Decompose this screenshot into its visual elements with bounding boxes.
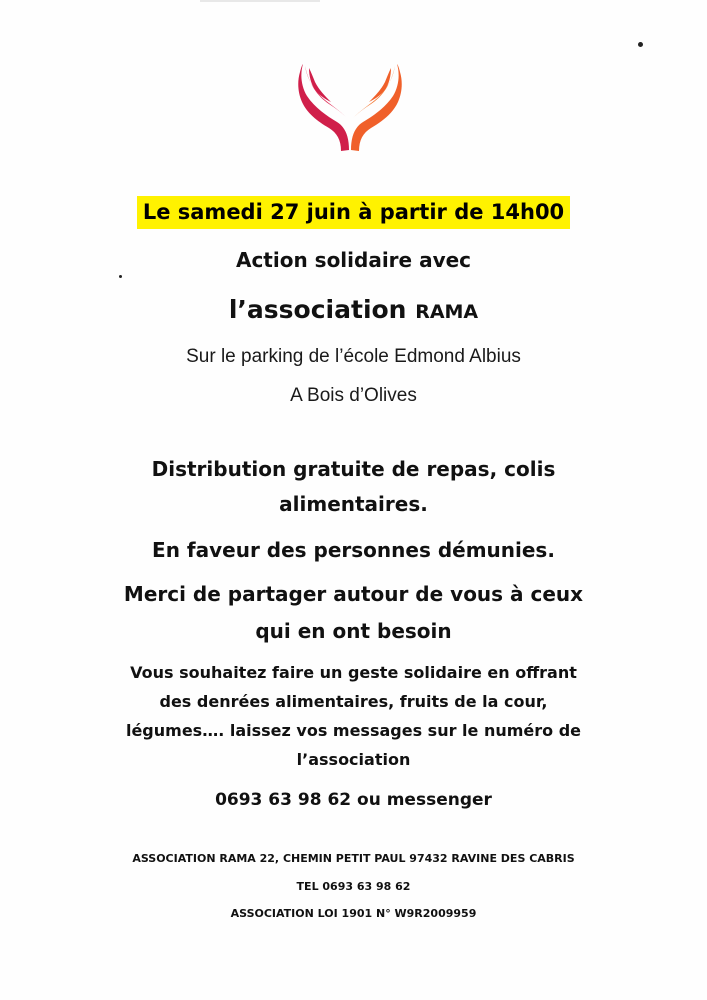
- action-heading: Action solidaire avec: [235, 248, 472, 272]
- donation-text-line: l’association: [296, 750, 411, 769]
- association-name: RAMA: [415, 301, 479, 323]
- distribution-text-line: alimentaires.: [279, 492, 428, 516]
- footer-registration: ASSOCIATION LOI 1901 N° W9R2009959: [230, 907, 477, 920]
- scan-speck: [638, 42, 643, 47]
- event-date: Le samedi 27 juin à partir de 14h00: [137, 196, 570, 229]
- association-prefix: l’association: [228, 295, 416, 324]
- distribution-text-line: Distribution gratuite de repas, colis: [151, 457, 556, 481]
- footer-telephone: TEL 0693 63 98 62: [296, 880, 411, 893]
- scan-edge-mark: [200, 0, 320, 2]
- share-request-line: qui en ont besoin: [255, 619, 452, 643]
- donation-text-line: des denrées alimentaires, fruits de la cour,: [159, 692, 548, 711]
- right-hand-shape: [351, 64, 402, 151]
- scan-speck: [119, 275, 122, 278]
- share-request-line: Merci de partager autour de vous à ceux: [123, 582, 584, 606]
- association-heading: [0, 294, 707, 328]
- beneficiaries-text: En faveur des personnes démunies.: [152, 538, 555, 562]
- left-hand-shape: [298, 64, 349, 151]
- donation-text-line: Vous souhaitez faire un geste solidaire en offrant: [130, 663, 577, 682]
- event-date-banner: [0, 196, 707, 229]
- event-location: Sur le parking de l’école Edmond Albius: [186, 346, 521, 367]
- contact-phone: 0693 63 98 62 ou messenger: [215, 790, 492, 810]
- caring-hands-icon: [295, 62, 405, 154]
- footer-address: ASSOCIATION RAMA 22, CHEMIN PETIT PAUL 97432 RAVINE DES CABRIS: [132, 852, 575, 865]
- event-town: A Bois d’Olives: [290, 385, 417, 406]
- donation-text-line: légumes…. laissez vos messages sur le numéro de: [125, 721, 582, 740]
